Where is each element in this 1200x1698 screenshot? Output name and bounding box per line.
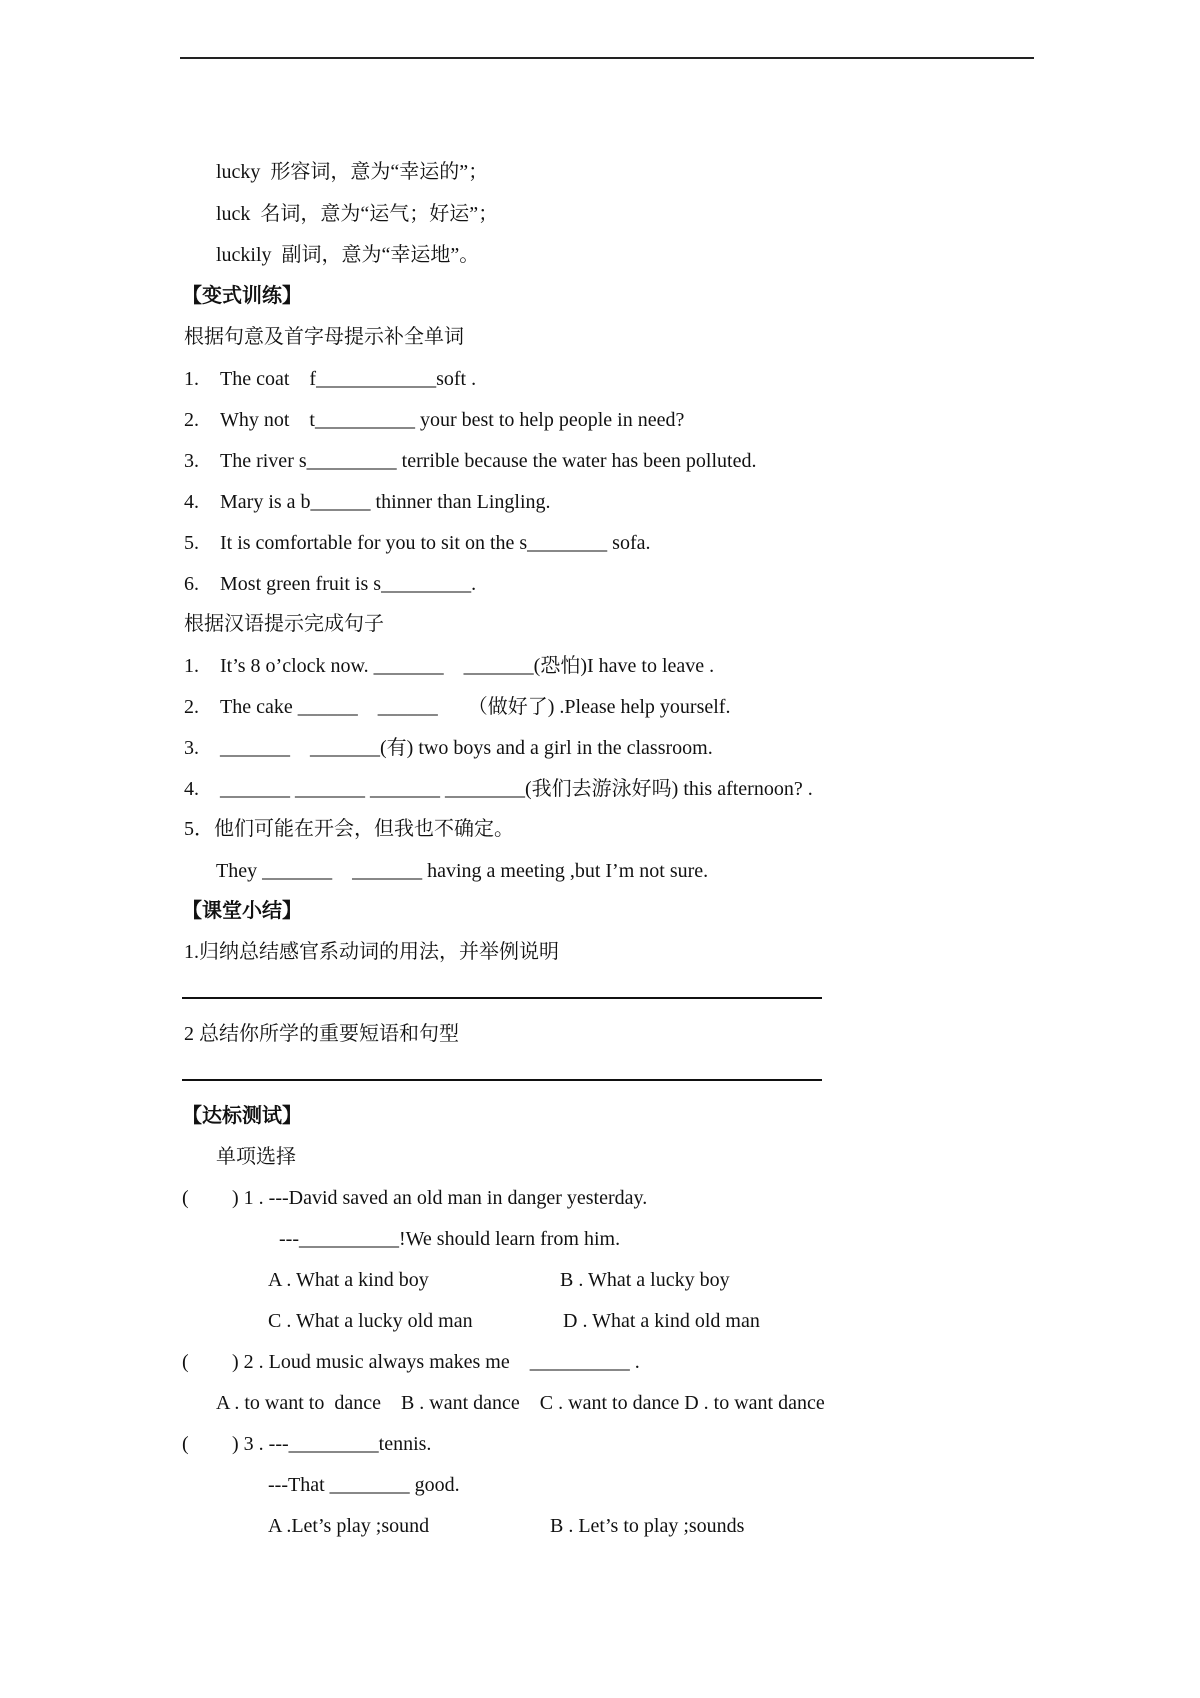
fill-number-6: 6. (184, 573, 199, 595)
fill-item-3: The river s_________ terrible because the water has been polluted. (220, 450, 757, 472)
question-3-reply: ---That ________ good. (268, 1474, 460, 1496)
complete-item-5-sentence: They _______ _______ having a meeting ,but I’m not sure. (216, 860, 709, 882)
summary-item-2: 2 总结你所学的重要短语和句型 (184, 1023, 459, 1045)
fill-number-2: 2. (184, 409, 199, 431)
fill-item-4: Mary is a b______ thinner than Lingling. (220, 491, 551, 513)
practice-heading: 【变式训练】 (182, 285, 302, 307)
summary-heading: 【课堂小结】 (182, 900, 302, 922)
fill-item-1: The coat f____________soft . (220, 368, 477, 390)
test-heading: 【达标测试】 (182, 1105, 302, 1127)
complete-number-2: 2. (184, 696, 199, 718)
fill-item-5: It is comfortable for you to sit on the s________ sofa. (220, 532, 651, 554)
fill-number-4: 4. (184, 491, 199, 513)
complete-item-5-prompt: 5．他们可能在开会，但我也不确定。 (184, 818, 514, 840)
fill-number-3: 3. (184, 450, 199, 472)
question-3-option-a: A .Let’s play ;sound (268, 1515, 430, 1537)
complete-item-2: The cake ______ ______ （做好了) .Please help yourself. (220, 696, 731, 718)
question-2-stem: ) 2 . Loud music always makes me __________ . (232, 1351, 640, 1373)
question-1-stem: ) 1 . ---David saved an old man in danger yesterday. (232, 1187, 648, 1209)
question-1-option-c: C . What a lucky old man (268, 1310, 473, 1332)
question-1-option-a: A . What a kind boy (268, 1269, 429, 1291)
question-2-options: A . to want to dance B . want dance C . want to dance D . to want dance (216, 1392, 825, 1414)
practice-instruction-2: 根据汉语提示完成句子 (184, 613, 384, 635)
complete-item-3: _______ _______(有) two boys and a girl in the classroom. (220, 737, 713, 759)
question-3-stem: ) 3 . ---_________tennis. (232, 1433, 432, 1455)
question-1-paren: ( (182, 1187, 189, 1209)
question-3-option-b: B . Let’s to play ;sounds (550, 1515, 745, 1537)
question-1-option-b: B . What a lucky boy (560, 1269, 730, 1291)
question-2-paren: ( (182, 1351, 189, 1373)
summary-item-1: 1.归纳总结感官系动词的用法，并举例说明 (184, 941, 559, 963)
question-1-option-d: D . What a kind old man (563, 1310, 760, 1332)
fill-item-2: Why not t__________ your best to help people in need? (220, 409, 685, 431)
answer-line-1 (182, 997, 822, 999)
answer-line-2 (182, 1079, 822, 1081)
question-3-paren: ( (182, 1433, 189, 1455)
complete-number-4: 4. (184, 778, 199, 800)
complete-item-4: _______ _______ _______ ________(我们去游泳好吗) this afternoon? . (220, 778, 813, 800)
complete-number-3: 3. (184, 737, 199, 759)
complete-item-1: It’s 8 o’clock now. _______ _______(恐怕)I have to leave . (220, 655, 715, 677)
fill-number-1: 1. (184, 368, 199, 390)
complete-number-1: 1. (184, 655, 199, 677)
fill-item-6: Most green fruit is s_________. (220, 573, 477, 595)
fill-number-5: 5. (184, 532, 199, 554)
question-1-reply: ---__________!We should learn from him. (279, 1228, 621, 1250)
vocab-line-lucky: lucky 形容词，意为“幸运的”； (216, 161, 489, 183)
practice-instruction-1: 根据句意及首字母提示补全单词 (184, 326, 464, 348)
vocab-line-luckily: luckily 副词，意为“幸运地”。 (216, 244, 480, 266)
header-rule (180, 57, 1034, 59)
vocab-line-luck: luck 名词，意为“运气；好运”； (216, 203, 499, 225)
test-subheading: 单项选择 (216, 1146, 296, 1168)
